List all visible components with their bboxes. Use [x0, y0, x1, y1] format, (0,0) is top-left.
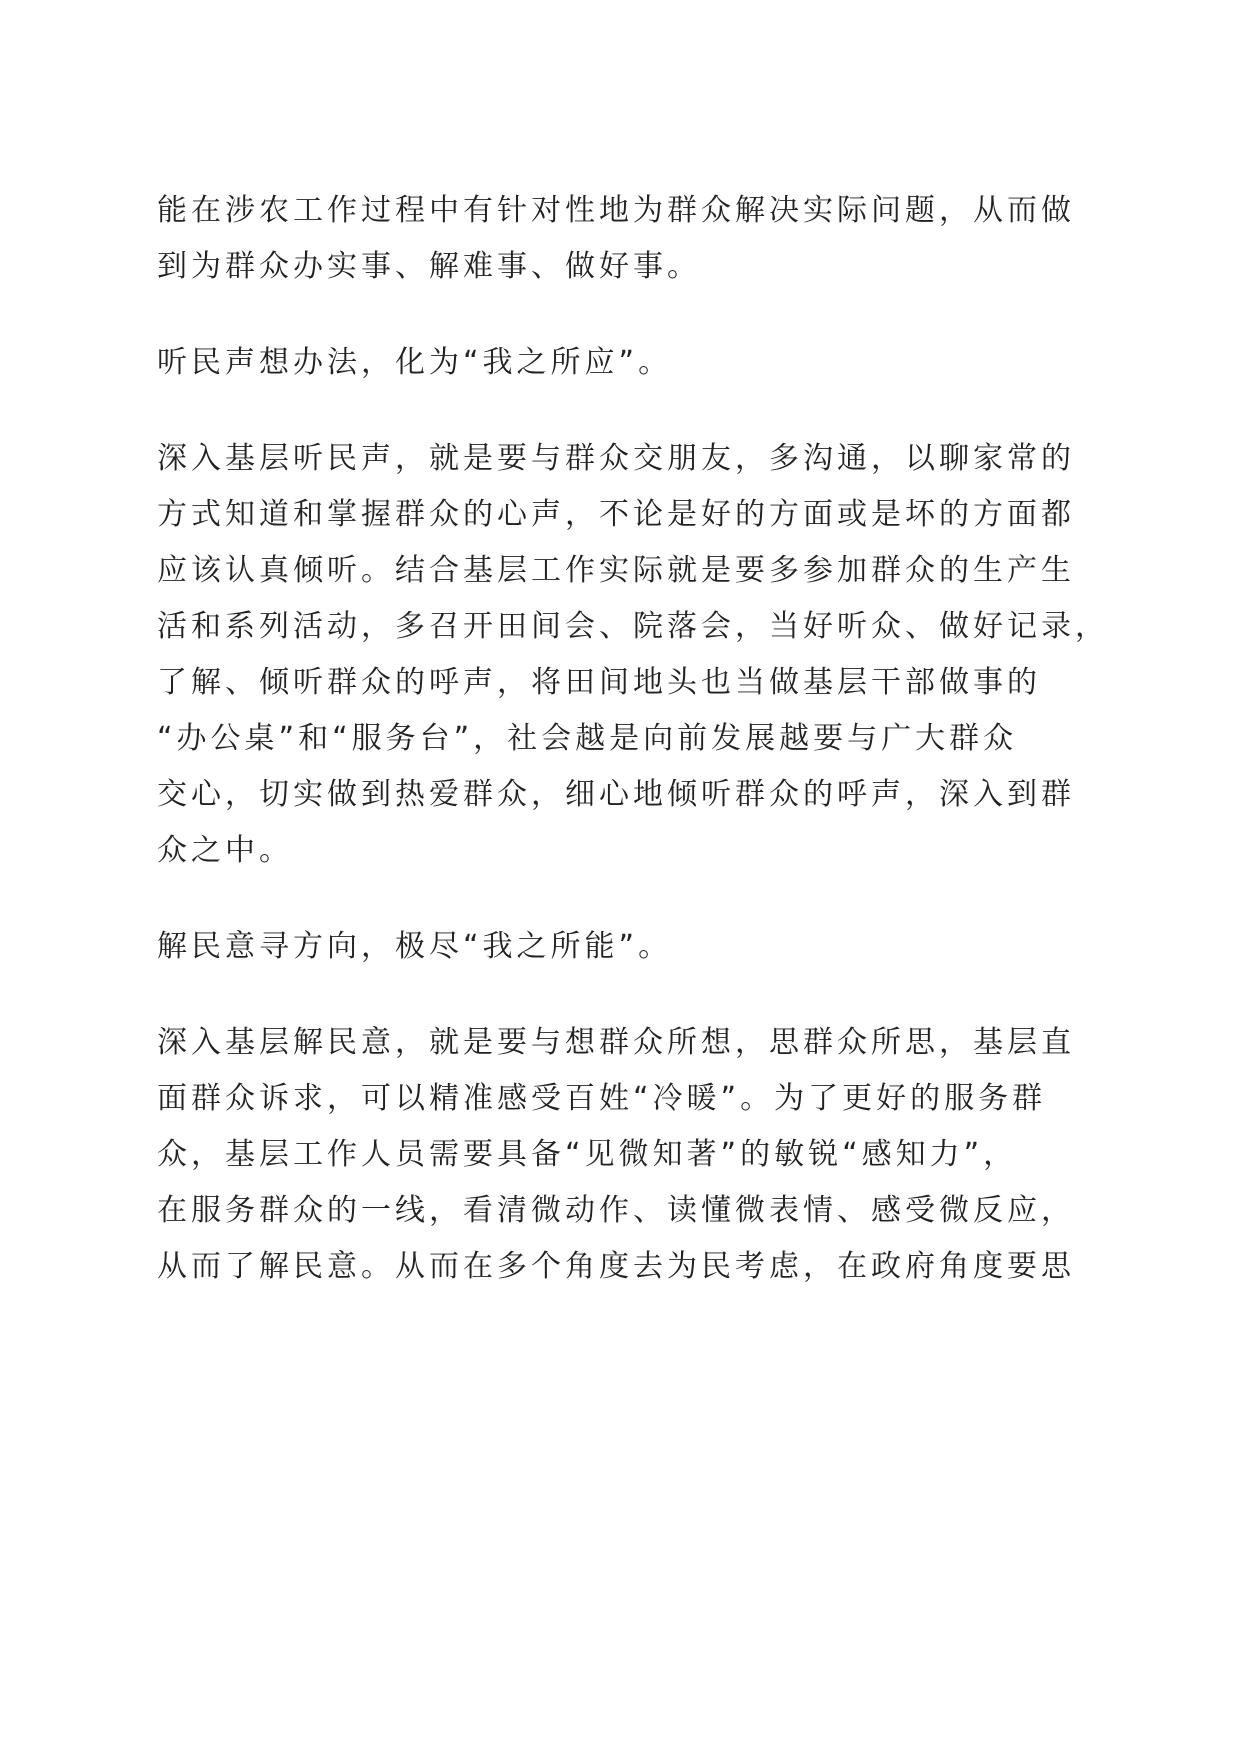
text-line: 了解、倾听群众的呼声，将田间地头也当做基层干部做事的 — [157, 665, 1041, 700]
text-line: 方式知道和掌握群众的心声，不论是好的方面或是坏的方面都 — [157, 497, 1075, 532]
text-line: 活和系列活动，多召开田间会、院落会，当好听众、做好记录， — [157, 609, 1109, 644]
heading-line: 解民意寻方向，极尽“我之所能”。 — [157, 929, 673, 964]
text-line: 能在涉农工作过程中有针对性地为群众解决实际问题，从而做 — [157, 193, 1075, 228]
text-line: 到为群众办实事、解难事、做好事。 — [157, 249, 701, 284]
text-line: 众之中。 — [157, 833, 293, 868]
text-line: 深入基层听民声，就是要与群众交朋友，多沟通，以聊家常的 — [157, 441, 1075, 476]
paragraph-farm-work — [157, 183, 1087, 295]
text-line: 应该认真倾听。结合基层工作实际就是要多参加群众的生产生 — [157, 553, 1075, 588]
text-line: 交心，切实做到热爱群众，细心地倾听群众的呼声，深入到群 — [157, 777, 1075, 812]
heading-line: 听民声想办法，化为“我之所应”。 — [157, 345, 673, 380]
section-heading-listen — [157, 335, 1087, 391]
document-body — [157, 183, 1109, 1335]
text-line: 深入基层解民意，就是要与想群众所想，思群众所思，基层直 — [157, 1025, 1075, 1060]
text-line: 面群众诉求，可以精准感受百姓“冷暖”。为了更好的服务群 — [157, 1081, 1047, 1116]
text-line: 众，基层工作人员需要具备“见微知著”的敏锐“感知力”， — [157, 1137, 1018, 1172]
text-line: “办公桌”和“服务台”，社会越是向前发展越要与广大群众 — [157, 721, 1018, 756]
paragraph-listen-voices — [157, 431, 1109, 879]
text-line: 从而了解民意。从而在多个角度去为民考虑，在政府角度要思 — [157, 1249, 1075, 1284]
paragraph-understand-opinion — [157, 1015, 1087, 1295]
text-line: 在服务群众的一线，看清微动作、读懂微表情、感受微反应， — [157, 1193, 1075, 1228]
section-heading-understand — [157, 919, 1087, 975]
